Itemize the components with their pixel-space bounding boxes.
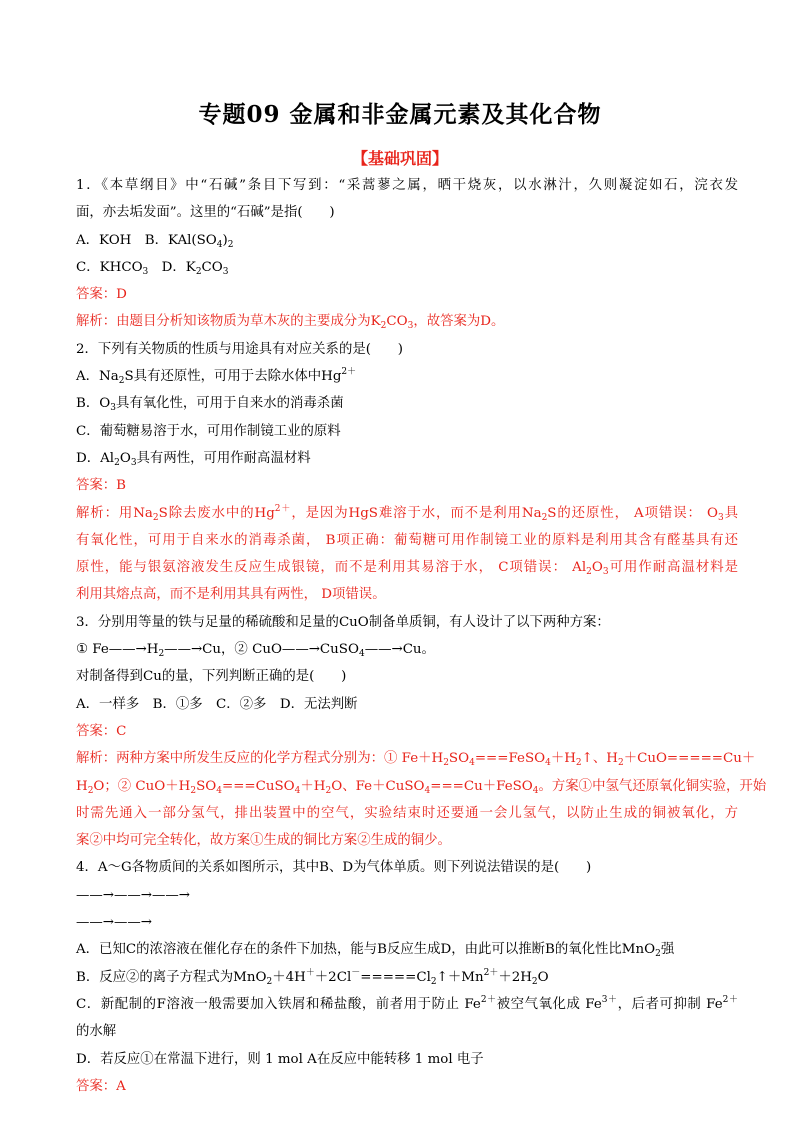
q2-answer: 答案：B <box>76 478 127 494</box>
q3-schemes: ① $Fe——\to H_2——\to Cu$，② CuO——→CuSO$_4$——→Cu。 <box>76 642 435 660</box>
q1-analysis: 解析：由题目分析知该物质为草木灰的主要成分为$K_2CO_3$，故答案为D。 <box>76 314 505 332</box>
q3-stem: 3．分别用等量的铁与足量的稀硫酸和足量的CuO制备单质铜，有人设计了以下两种方案： <box>76 614 610 630</box>
q2-analysis-line3: 原性，能与银氨溶液发生反应生成银镜，而不是利用其易溶于水， C项错误： $Al_2O_3$可用作耐高温材料是 <box>76 560 738 578</box>
q4-option-a: A．已知C的浓溶液在催化存在的条件下加热，能与B反应生成D，由此可以推断B的氧化性比MnO$_2$强 <box>76 942 675 960</box>
q2-option-b: B．$O_3$具有氧化性，可用于自来水的消毒杀菌 <box>76 396 344 414</box>
q4-answer: 答案：A <box>76 1078 126 1094</box>
q4-option-b: B．反应②的离子方程式为$MnO_2+4H^++2Cl^-=====Cl_2↑+Mn^{2+}+2H_2O$ <box>76 967 549 987</box>
q3-analysis-line3: 时需先通入一部分氢气，排出装置中的空气，实验结束时还要通一会儿氢气，以防止生成的铜被氧化，方 <box>76 805 738 821</box>
q3-judge: 对制备得到Cu的量，下列判断正确的是( ) <box>76 669 347 685</box>
q4-option-c-cont: 的水解 <box>76 1024 117 1040</box>
q3-analysis-line2: $H_2O$；② $CuO+H_2SO_4===CuSO_4+H_2O$、Fe＋CuSO$_4$===Cu＋FeSO$_4$。方案①中氢气还原氧化铜实验，开始 <box>76 778 767 796</box>
q1-answer: 答案：D <box>76 287 127 303</box>
q3-options: A．一样多 B．①多 C．②多 D．无法判断 <box>76 696 358 712</box>
q4-option-d: D．若反应①在常温下进行，则 1 mol A在反应中能转移 1 mol 电子 <box>76 1051 484 1067</box>
q1-stem-line2: 面，亦去垢发面”。这里的“石碱”是指( ) <box>76 205 335 221</box>
page-title: 专题09 金属和非金属元素及其化合物 <box>198 101 602 128</box>
q1-options-cd: C．$KHCO_3$ D．$K_2CO_3$ <box>76 259 229 277</box>
q1-stem-line1: 1．《本草纲目》中“石碱”条目下写到：“采蒿蓼之属，晒干烧灰，以水淋汁，久则凝淀如石，浣衣发 <box>76 178 738 193</box>
q4-diagram-row1: ——→——→——→ <box>76 887 191 903</box>
document-body <box>76 172 767 1100</box>
q1-options-ab: A．KOH B．$KAl(SO_4)_2$ <box>76 232 234 250</box>
q4-option-c: C．新配制的F溶液一般需要加入铁屑和稀盐酸，前者用于防止 $Fe^{2+}$被空气氧化成 $Fe^{3+}$，后者可抑制 $Fe^{2+}$ <box>76 994 738 1012</box>
q2-option-c: C．葡萄糖易溶于水，可用作制镜工业的原料 <box>76 423 341 439</box>
q2-analysis-line4: 利用其熔点高，而不是利用其具有两性， D项错误。 <box>76 587 386 603</box>
q3-analysis-line4: 案②中均可完全转化，故方案①生成的铜比方案②生成的铜少。 <box>76 833 451 849</box>
q4-diagram-row2: ——→——→ <box>76 915 153 931</box>
q2-option-a: A．$Na_2S$具有还原性，可用于去除水体中$Hg^{2+}$ <box>76 367 357 387</box>
q3-answer: 答案：C <box>76 723 127 739</box>
q2-stem: 2．下列有关物质的性质与用途具有对应关系的是( ) <box>76 341 403 357</box>
section-heading: 【基础巩固】 <box>351 149 448 168</box>
q4-stem: 4．A～G各物质间的关系如图所示，其中B、D为气体单质。则下列说法错误的是( ) <box>76 860 592 876</box>
q2-analysis-line1: 解析：用$Na_2S$除去废水中的$Hg^{2+}$，是因为HgS难溶于水，而不是利用$Na_2S$的还原性， A项错误： $O_3$具 <box>76 503 739 523</box>
q2-analysis-line2: 有氧化性，可用于自来水的消毒杀菌， B项正确：葡萄糖可用作制镜工业的原料是利用其含有醛基具有还 <box>76 532 738 548</box>
q2-option-d: D．$Al_2O_3$具有两性，可用作耐高温材料 <box>76 450 311 468</box>
q3-analysis-line1: 解析：两种方案中所发生反应的化学方程式分别为：① $Fe+H_2SO_4===FeSO_4+H_2↑$、$H_2+CuO=====Cu+$ <box>76 751 756 769</box>
